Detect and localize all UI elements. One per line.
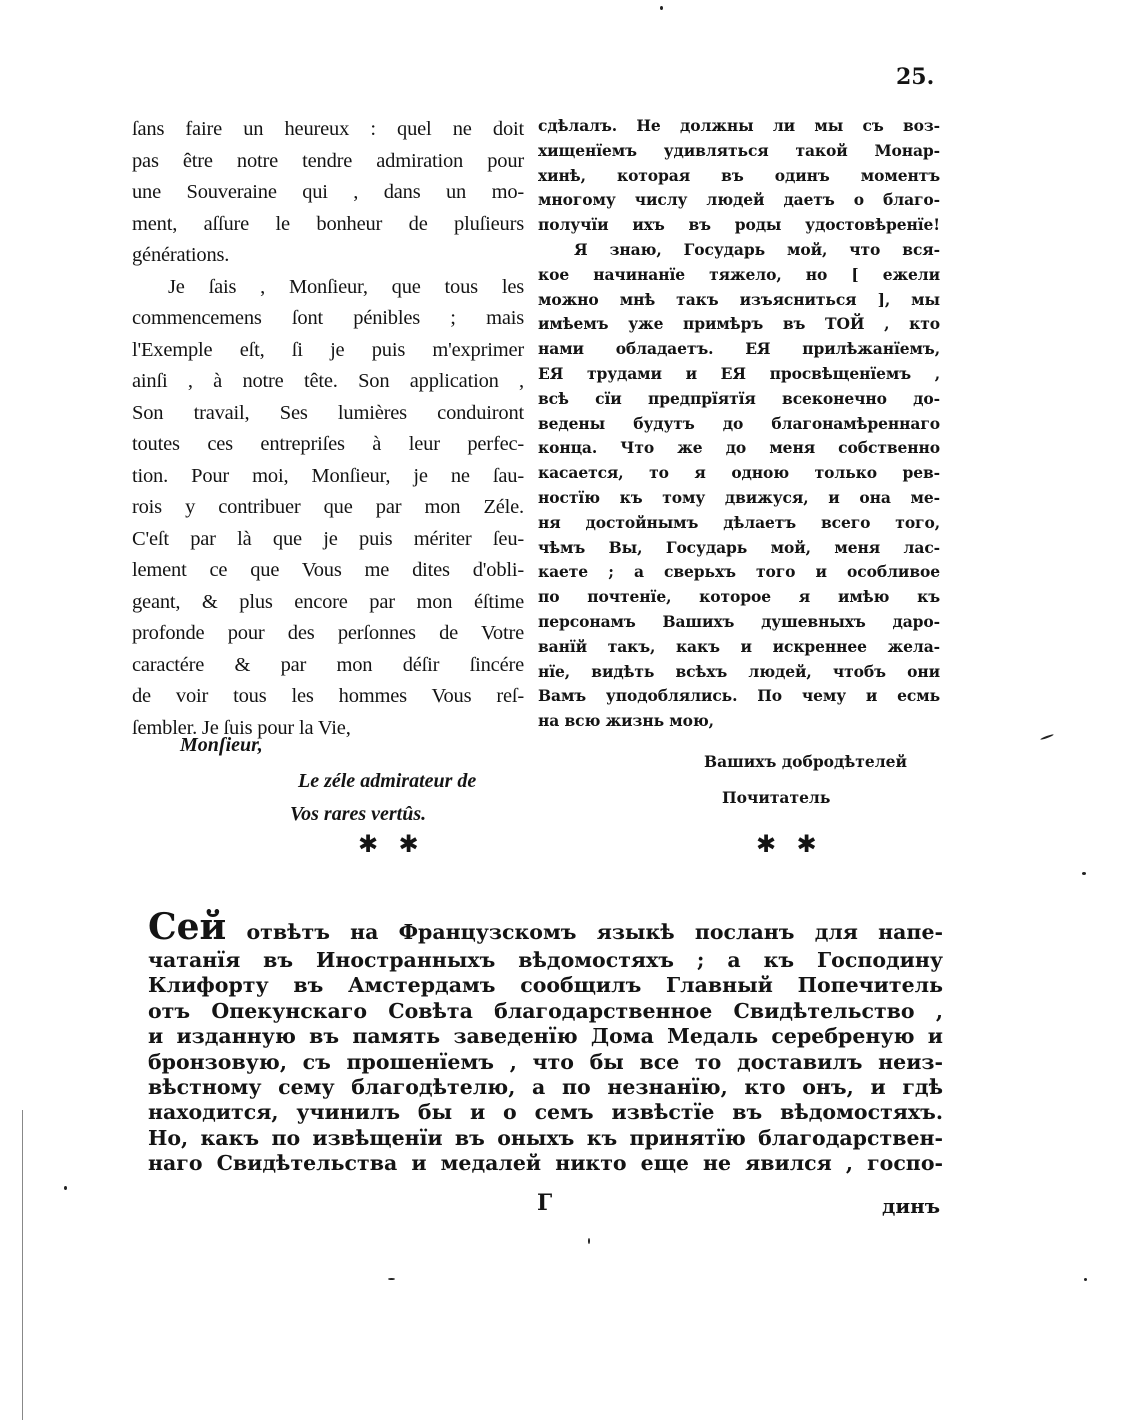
russian-asterisks: ✱ ✱ — [756, 830, 823, 858]
russian-column — [538, 114, 940, 734]
french-line: Son travail, Ses lumières conduiront — [132, 401, 524, 424]
page-number: 25. — [896, 64, 935, 90]
russian-line: по почтенїе, которое я имѣю къ — [538, 587, 940, 607]
french-line: ainſi , à notre tête. Son application , — [132, 370, 524, 392]
russian-line: Вамъ уподоблялись. По чему и есмь — [538, 686, 940, 706]
bottom-paragraph — [148, 906, 943, 1177]
bottom-line: наго Свидѣтельства и медалей никто еще не явился , госпо- — [148, 1151, 943, 1176]
scan-speck — [388, 1278, 395, 1280]
russian-line: можно мнѣ такъ изъясниться ], мы — [538, 289, 940, 309]
russian-line: ванїй такъ, какъ и искреннее жела- — [538, 636, 940, 656]
french-line: tion. Pour moi, Monſieur, je ne ſau- — [132, 464, 524, 487]
scan-speck — [1084, 1278, 1087, 1281]
french-line: commencemens ſont pénibles ; mais — [132, 307, 524, 329]
russian-line: имѣемъ уже примѣръ въ ТОЙ , кто — [538, 314, 940, 334]
catchword: динъ — [882, 1194, 941, 1218]
french-line: ſembler. Je ſuis pour la Vie, — [132, 716, 351, 739]
russian-line: получїи ихъ въ роды удостовѣренїе! — [538, 215, 940, 235]
russian-line: хинѣ, которая въ одинъ моментъ — [538, 165, 940, 185]
bottom-line — [148, 906, 943, 948]
french-line: l'Exemple eſt, ſi je puis m'exprimer — [132, 338, 524, 361]
french-asterisks: ✱ ✱ — [358, 830, 425, 858]
russian-line: Я знаю, Государь мой, что вся- — [574, 239, 940, 259]
french-line: C'eſt par là que je puis mériter ſeu- — [132, 527, 524, 550]
russian-line: кое начинанїе тяжело, но [ ежели — [538, 264, 940, 284]
bottom-line: и изданную въ память заведенїю Дома Медаль серебреную и — [148, 1024, 943, 1049]
russian-line: нїе, видѣть всѣхъ людей, чтобъ они — [538, 661, 940, 681]
russian-line: ведены будутъ до благонамѣреннаго — [538, 413, 940, 433]
french-signoff-line2: Vos rares vertûs. — [290, 803, 427, 825]
french-line: de voir tous les hommes Vous reſ- — [132, 685, 524, 707]
bottom-line: находится, учинилъ бы и о семъ извѣстїе въ вѣдомостяхъ. — [148, 1100, 943, 1125]
french-line: pas être notre tendre admiration pour — [132, 149, 524, 172]
scan-speck — [1082, 872, 1086, 875]
russian-line: хищенїемъ удивляться такой Монар- — [538, 140, 940, 160]
french-line: caractére & par mon déſir ſincére — [132, 653, 524, 676]
russian-line: касается, то я одною только рев- — [538, 463, 940, 483]
french-line: ſans faire un heureux : quel ne doit — [132, 118, 524, 140]
signature-mark: Г — [537, 1190, 553, 1216]
scan-speck — [64, 1186, 67, 1190]
french-salutation: Monſieur, — [180, 734, 263, 756]
russian-line: чѣмъ Вы, Государь мой, меня лас- — [538, 537, 940, 557]
scan-speck — [660, 6, 663, 10]
french-line: une Souveraine qui , dans un mo- — [132, 181, 524, 203]
russian-signoff-line1: Вашихъ добродѣтелей — [704, 752, 907, 771]
russian-line: каете ; а сверьхъ того и особливое — [538, 562, 940, 582]
french-line: profonde pour des perſonnes de Votre — [132, 622, 524, 644]
scan-edge-line — [22, 1110, 23, 1420]
russian-line: многому числу людей даетъ о благо- — [538, 190, 940, 210]
russian-line: конца. Что же до меня собственно — [538, 438, 940, 458]
russian-line: сдѣлалъ. Не должны ли мы съ воз- — [538, 116, 940, 135]
russian-line: ня достойнымъ дѣлаетъ всего того, — [538, 512, 940, 532]
russian-line: ностїю къ тому движуся, и она ме- — [538, 487, 940, 507]
french-line: lement ce que Vous me dites d'obli- — [132, 559, 524, 581]
bottom-line: чатанїя въ Иностранныхъ вѣдомостяхъ ; а къ Господину — [148, 948, 943, 972]
bottom-line: Но, какъ по извѣщенїи въ оныхъ къ принятїю благодарствен- — [148, 1125, 943, 1150]
bottom-line-text: отвѣтъ на Французскомъ языкѣ посланъ для напе- — [226, 920, 943, 944]
bottom-line: отъ Опекунскаго Совѣта благодарственное Свидѣтельство , — [148, 998, 943, 1023]
russian-line: на всю жизнь мою, — [538, 711, 714, 731]
russian-signoff-line2: Почитатель — [722, 788, 831, 807]
french-column — [132, 114, 524, 744]
russian-line: нами обладаетъ. ЕЯ прилѣжанїемъ, — [538, 339, 940, 359]
french-signoff-line1: Le zéle admirateur de — [298, 770, 477, 792]
scan-speck — [588, 1238, 590, 1244]
french-line: ment, aſſure le bonheur de pluſieurs — [132, 212, 524, 235]
french-line: toutes ces entrepriſes à leur perfec- — [132, 433, 524, 455]
french-line: geant, & plus encore par mon éſtime — [132, 590, 524, 613]
bottom-line: бронзовую, съ прошенїемъ , что бы все то доставилъ неиз- — [148, 1049, 943, 1074]
french-line: rois y contribuer que par mon Zéle. — [132, 496, 524, 518]
scan-speck — [1040, 734, 1054, 741]
drop-cap: Сей — [148, 906, 227, 948]
bottom-line: вѣстному сему благодѣтелю, а по незнанїю, кто онъ, и гдѣ — [148, 1074, 943, 1099]
russian-line: всѣ сїи предпрїятїя всеконечно до- — [538, 388, 940, 408]
french-line: Je ſais , Monſieur, que tous les — [168, 275, 524, 298]
french-line: générations. — [132, 244, 230, 266]
bottom-line: Клифорту въ Амстердамъ сообщилъ Главный Попечитель — [148, 973, 943, 998]
russian-line: ЕЯ трудами и ЕЯ просвѣщенїемъ , — [538, 363, 940, 383]
russian-line: персонамъ Вашихъ душевныхъ даро- — [538, 611, 940, 631]
